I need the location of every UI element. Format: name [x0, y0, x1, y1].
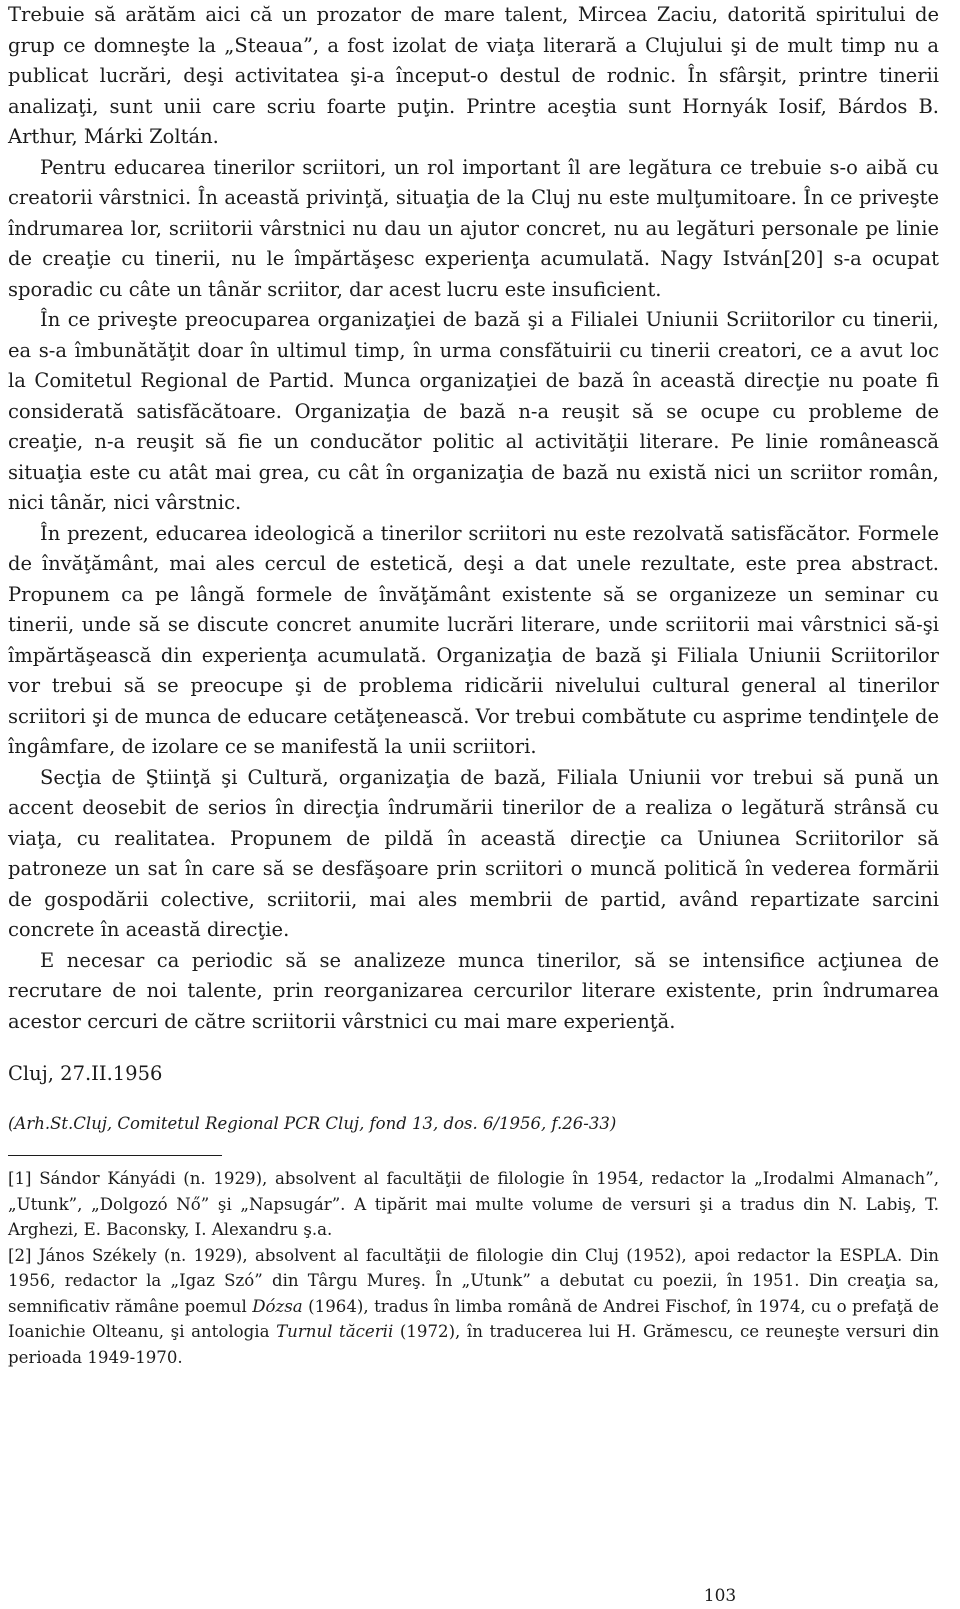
paragraph: Pentru educarea tinerilor scriitori, un rol important îl are legătura ce trebuie s-o aibă cu creatorii vârstnici. În această privinţă, situaţia de la Cluj nu este mulţumitoare. În ce priveşte îndrumarea lor, scriitorii vârstnici nu dau un ajutor concret, nu au legături personale pe linie de creaţie cu tinerii, nu le împărtăşesc experienţa acumulată. Nagy István[20] s-a ocupat sporadic cu câte un tânăr scriitor, dar acest lucru este insuficient. — [8, 155, 939, 301]
paragraph: Trebuie să arătăm aici că un prozator de mare talent, Mircea Zaciu, datorită spiritului de grup ce domneşte la „Steaua”, a fost izolat de viaţa literară a Clujului şi de mult timp nu a publicat lucrări, deşi activitatea şi-a început-o destul de rodnic. În sfârşit, printre tinerii analizaţi, sunt unii care scriu foarte puţin. Printre aceştia sunt Hornyák Iosif, Bárdos B. Arthur, Márki Zoltán. — [8, 3, 939, 148]
page-number: 103 — [703, 1586, 737, 1606]
footnote: [1] Sándor Kányádi (n. 1929), absolvent al facultăţii de filologie în 1954, redactor la „Irodalmi Almanach”, „Utunk”, „Dolgozó Nő” şi „Napsugár”. A tipărit mai multe volume de versuri şi a tradus din N. Labiş, T. Arghezi, E. Baconsky, I. Alexandru ş.a. — [8, 1169, 939, 1239]
paragraph: Secţia de Ştiinţă şi Cultură, organizaţia de bază, Filiala Uniunii vor trebui să pună un accent deosebit de serios în direcţia îndrumării tinerilor de a realiza o legătură strânsă cu viaţa, cu realitatea. Propunem de pildă în această direcţie ca Uniunea Scriitorilor să patroneze un sat în care să se desfăşoare prin scriitori o muncă politică în vederea formării de gospodării colective, scriitorii, mai ales membrii de partid, având repartizate sarcini concrete în această direcţie. — [8, 765, 939, 941]
footnote-separator — [8, 1155, 222, 1156]
footnote-text: [2] János Székely (n. 1929), absolvent al facultăţii de filologie din Cluj (1952), apoi redactor la ESPLA. Din 1956, redactor la „Igaz Szó” din Târgu Mureş. În „Utunk” a debutat cu poezii, în 1951. Din creaţia sa, semnificativ rămâne poemul — [8, 1245, 939, 1316]
place-date: Cluj, 27.II.1956 — [8, 1062, 163, 1085]
body-text — [8, 0, 939, 1037]
archive-source: (Arh.St.Cluj, Comitetul Regional PCR Cluj, fond 13, dos. 6/1956, f.26-33) — [8, 1114, 617, 1133]
footnotes — [8, 1166, 939, 1370]
footnote — [8, 1243, 939, 1371]
paragraph: În prezent, educarea ideologică a tinerilor scriitori nu este rezolvată satisfăcător. Formele de învăţământ, mai ales cercul de estetică, deşi a dat unele rezultate, este prea abstract. Propunem ca pe lângă formele de învăţământ existente să se organizeze un seminar cu tinerii, unde să se discute concret anumite lucrări literare, unde scriitorii mai vârstnici să-şi împărtăşească din experienţa acumulată. Organizaţia de bază şi Filiala Uniunii Scriitorilor vor trebui să se preocupe şi de problema ridicării nivelului cultural general al tinerilor scriitori şi de munca de educare cetăţenească. Vor trebui combătute cu asprime tendinţele de îngâmfare, de izolare ce se manifestă la unii scriitori. — [8, 521, 939, 758]
paragraph: În ce priveşte preocuparea organizaţiei de bază şi a Filialei Uniunii Scriitorilor cu tinerii, ea s-a îmbunătăţit doar în ultimul timp, în urma consfătuirii cu tinerii creatori, ce a avut loc la Comitetul Regional de Partid. Munca organizaţiei de bază în această direcţie nu poate fi considerată satisfăcătoare. Organizaţia de bază n-a reuşit să se ocupe cu probleme de creaţie, n-a reuşit să fie un conducător politic al activităţii literare. Pe linie românească situaţia este cu atât mai grea, cu cât în organizaţia de bază nu există nici un scriitor român, nici tânăr, nici vârstnic. — [8, 308, 939, 514]
footnote-text: (1972), în traducerea lui H. Grămescu, ce reuneşte versuri din perioada 1949-1970. — [8, 1322, 940, 1367]
document-page — [8, 0, 939, 1370]
footnote-text: (1964), tradus în limba română de Andrei Fischof, în 1974, cu o prefaţă de Ioanichie Olteanu, şi antologia — [8, 1296, 939, 1341]
work-title: Turnul tăcerii — [276, 1322, 394, 1341]
paragraph: E necesar ca periodic să se analizeze munca tinerilor, să se intensifice acţiunea de recrutare de noi talente, prin reorganizarea cercurilor literare existente, prin îndrumarea acestor cercuri de către scriitorii vârstnici cu mai mare experienţă. — [8, 948, 939, 1033]
work-title: Dózsa — [252, 1296, 303, 1316]
